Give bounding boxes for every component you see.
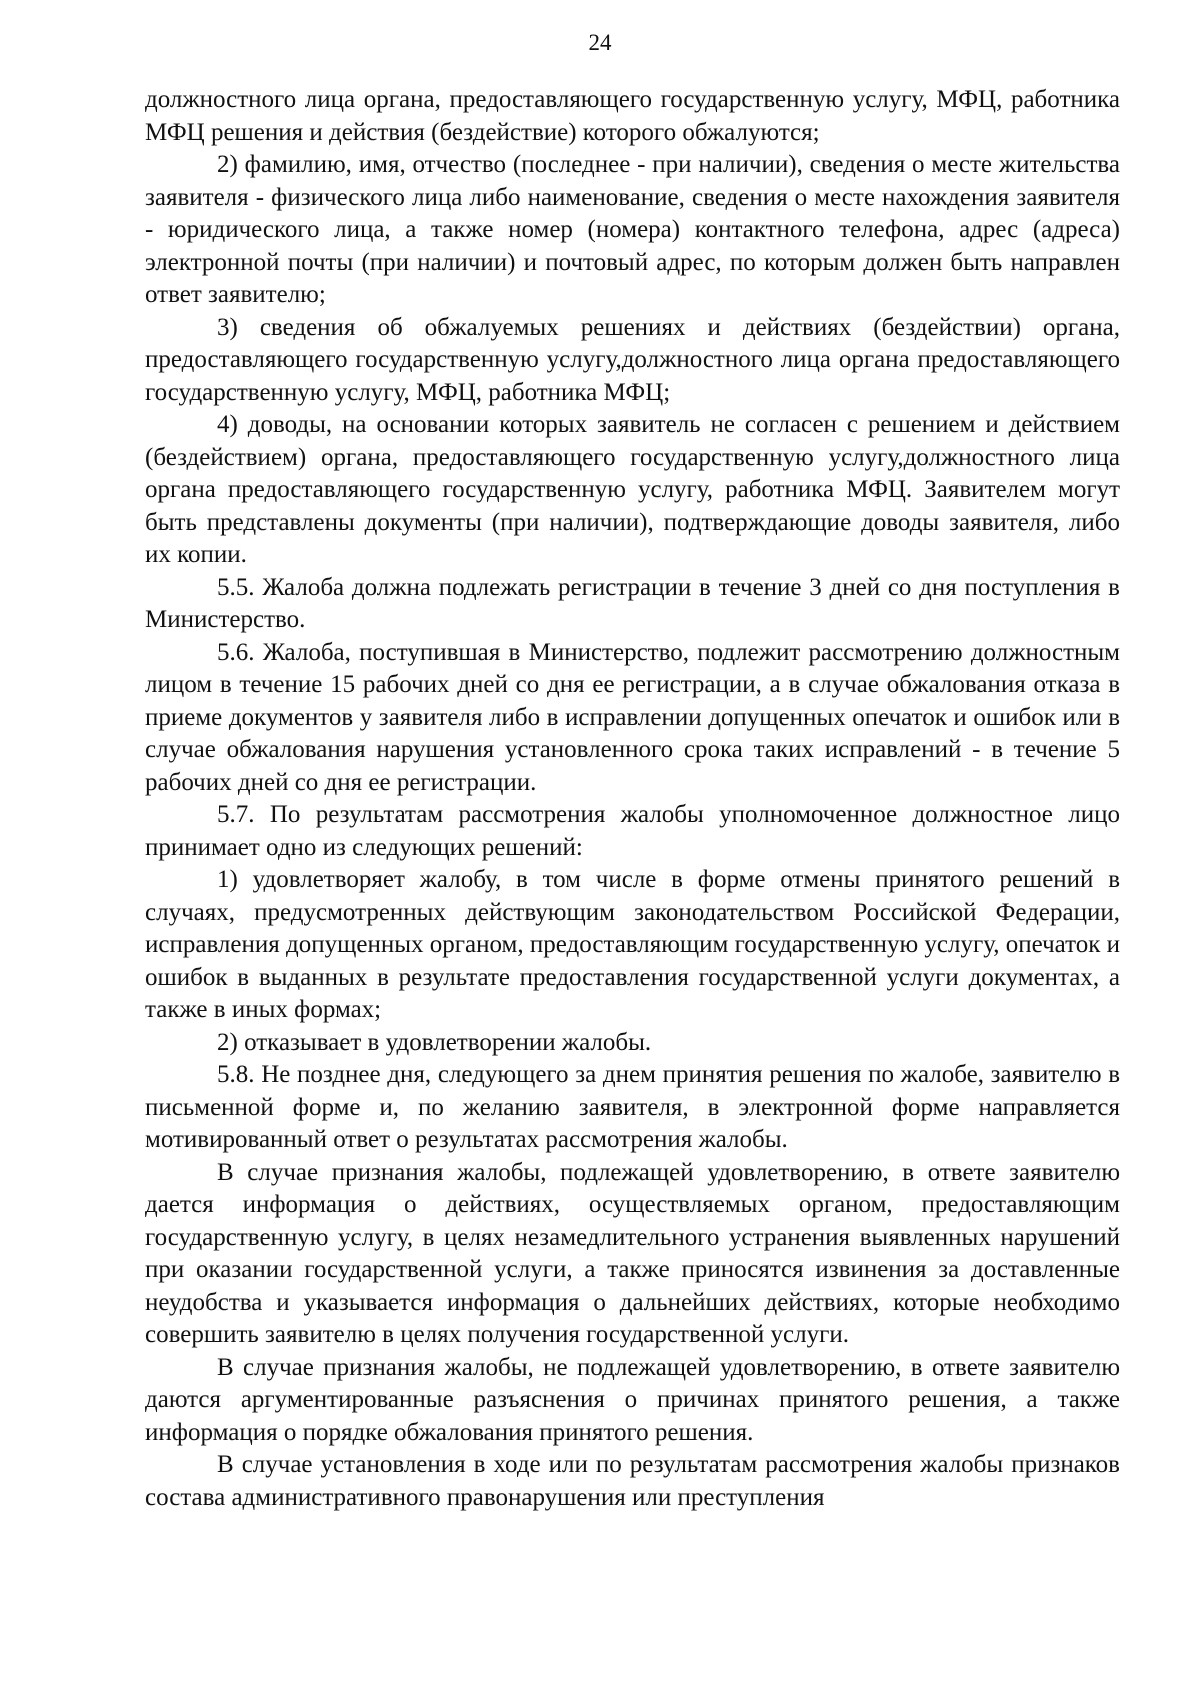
paragraph-complaint-upheld: В случае признания жалобы, подлежащей удовлетворению, в ответе заявителю дается информация о действиях, осуществляемых органом, предоставляющим государственную услугу, в целях незамедлительного устранения выявленных нарушений при оказании государственной услуги, а также приносятся извинения за доставленные неудобства и указывается информация о дальнейших действиях, которые необходимо совершить заявителю в целях получения государственной услуги.: [145, 1158, 1120, 1348]
paragraph-offense-signs: В случае установления в ходе или по результатам рассмотрения жалобы признаков состава административного правонарушения или преступления: [145, 1451, 1120, 1511]
document-body: [145, 84, 1120, 1514]
paragraph-item-4: 4) доводы, на основании которых заявитель не согласен с решением и действием (бездействием) органа, предоставляющего государственную услугу,должностного лица органа предоставляющего государственную услугу, работника МФЦ. Заявителем могут быть представлены документы (при наличии), подтверждающие доводы заявителя, либо их копии.: [145, 411, 1120, 568]
paragraph-item-2: 2) фамилию, имя, отчество (последнее - при наличии), сведения о месте жительства заявителя - физического лица либо наименование, сведения о месте нахождения заявителя - юридического лица, а также номер (номера) контактного телефона, адрес (адреса) электронной почты (при наличии) и почтовый адрес, по которым должен быть направлен ответ заявителю;: [145, 151, 1120, 308]
page-number: 24: [588, 30, 612, 55]
paragraph-5-8: 5.8. Не позднее дня, следующего за днем принятия решения по жалобе, заявителю в письменной форме и, по желанию заявителя, в электронной форме направляется мотивированный ответ о результатах рассмотрения жалобы.: [145, 1061, 1120, 1153]
paragraph-decision-2: 2) отказывает в удовлетворении жалобы.: [217, 1028, 652, 1056]
paragraph-decision-1: 1) удовлетворяет жалобу, в том числе в форме отмены принятого решений в случаях, предусмотренных действующим законодательством Российской Федерации, исправления допущенных органом, предоставляющим государственную услугу, опечаток и ошибок в выданных в результате предоставления государственной услуги документах, а также в иных формах;: [145, 866, 1120, 1023]
paragraph-5-5: 5.5. Жалоба должна подлежать регистрации в течение 3 дней со дня поступления в Министерство.: [145, 573, 1120, 633]
paragraph-5-7: 5.7. По результатам рассмотрения жалобы уполномоченное должностное лицо принимает одно из следующих решений:: [145, 801, 1120, 861]
paragraph-continuation: должностного лица органа, предоставляющего государственную услугу, МФЦ, работника МФЦ решения и действия (бездействие) которого обжалуются;: [145, 86, 1120, 146]
paragraph-complaint-rejected: В случае признания жалобы, не подлежащей удовлетворению, в ответе заявителю даются аргументированные разъяснения о причинах принятого решения, а также информация о порядке обжалования принятого решения.: [145, 1353, 1120, 1446]
paragraph-item-3: 3) сведения об обжалуемых решениях и действиях (бездействии) органа, предоставляющего государственную услугу,должностного лица органа предоставляющего государственную услугу, МФЦ, работника МФЦ;: [145, 313, 1120, 406]
paragraph-5-6: 5.6. Жалоба, поступившая в Министерство, подлежит рассмотрению должностным лицом в течение 15 рабочих дней со дня ее регистрации, а в случае обжалования отказа в приеме документов у заявителя либо в исправлении допущенных опечаток и ошибок или в случае обжалования нарушения установленного срока таких исправлений - в течение 5 рабочих дней со дня ее регистрации.: [145, 638, 1120, 796]
